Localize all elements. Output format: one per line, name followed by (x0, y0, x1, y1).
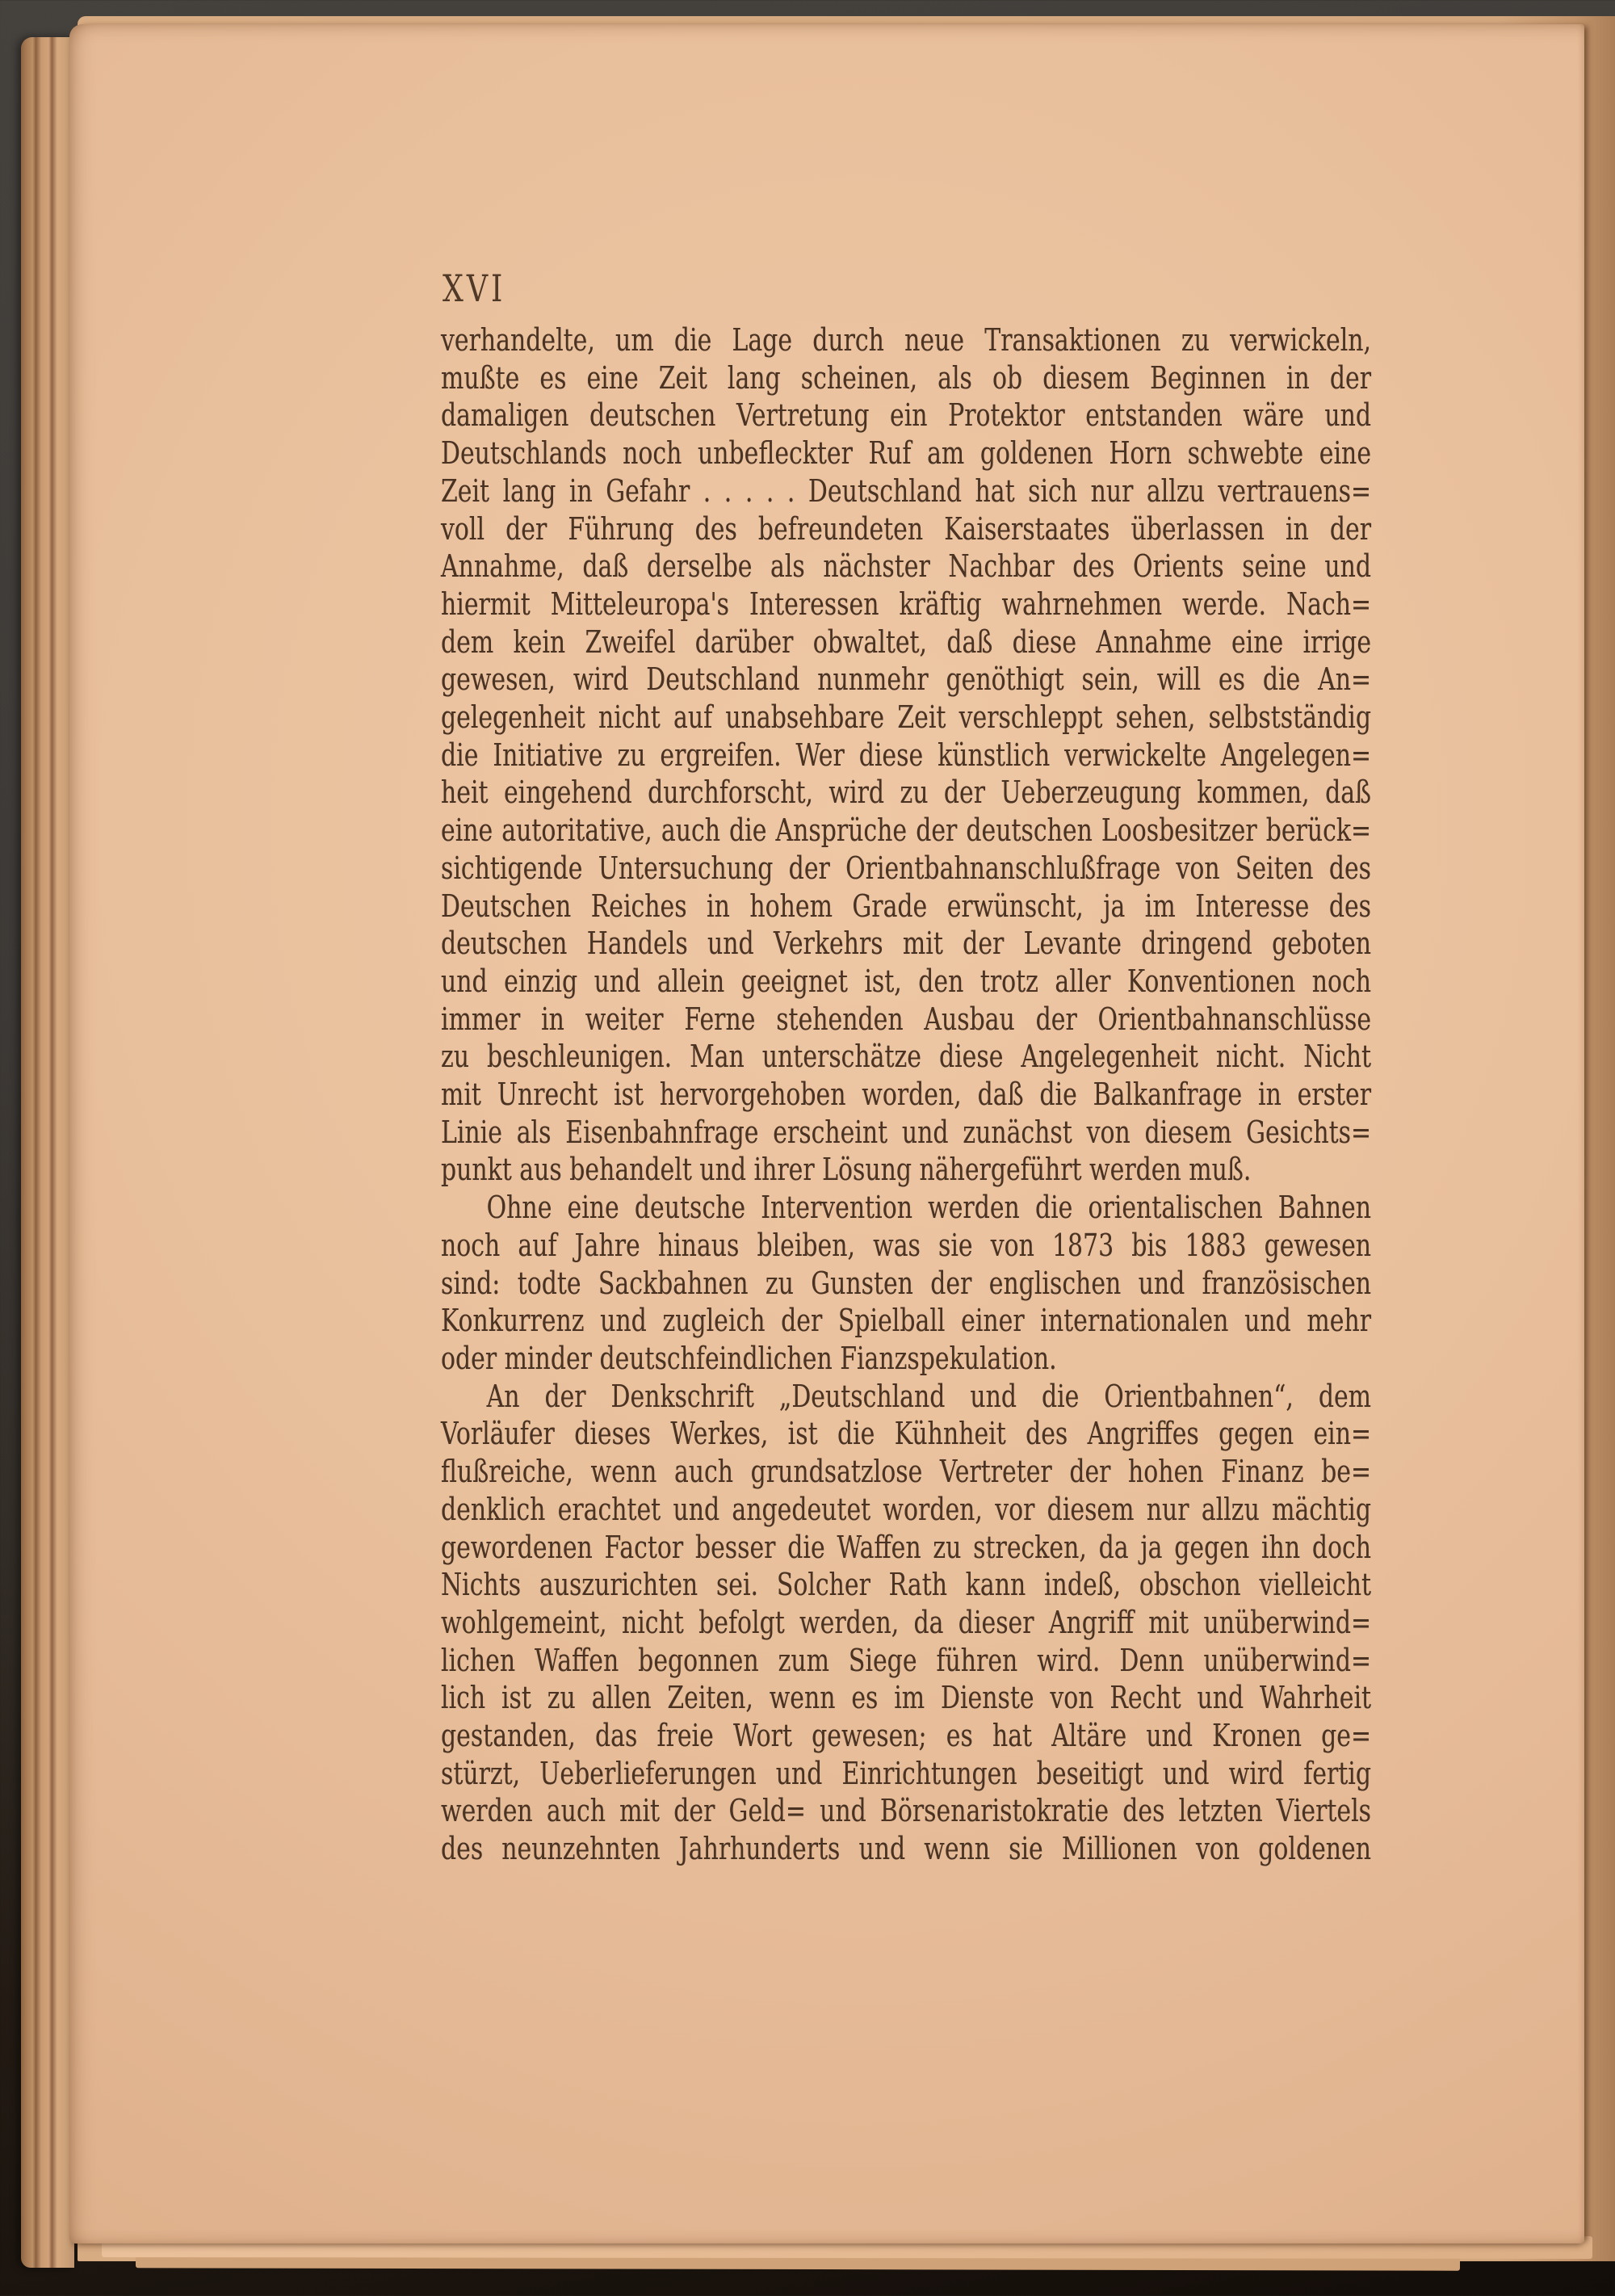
text-line: heit eingehend durchforscht, wird zu der Ueberzeugung kommen, daß (441, 774, 1372, 811)
text-line: An der Denkschrift „Deutschland und die Orientbahnen“, dem (486, 1378, 1372, 1414)
text-line: werden auch mit der Geld= und Börsenaristokratie des letzten Viertels (441, 1793, 1372, 1829)
text-line: des neunzehnten Jahrhunderts und wenn sie Millionen von goldenen (441, 1831, 1372, 1867)
text-line: gewesen, wird Deutschland nunmehr genöthigt sein, will es die An= (441, 661, 1372, 698)
text-line: immer in weiter Ferne stehenden Ausbau der Orientbahnanschlüsse (441, 1001, 1372, 1037)
body-text (441, 321, 1371, 1868)
text-line: gestanden, das freie Wort gewesen; es hat Altäre und Kronen ge= (441, 1718, 1372, 1754)
text-line: eine autoritative, auch die Ansprüche der deutschen Loosbesitzer berück= (441, 812, 1372, 849)
text-line: zu beschleunigen. Man unterschätze diese Angelegenheit nicht. Nicht (441, 1039, 1372, 1075)
text-line: Deutschen Reiches in hohem Grade erwünscht, ja im Interesse des (441, 888, 1372, 924)
text-line: deutschen Handels und Verkehrs mit der Levante dringend geboten (441, 926, 1372, 962)
text-line: Konkurrenz und zugleich der Spielball einer internationalen und mehr (441, 1303, 1372, 1339)
text-line: gewordenen Factor besser die Waffen zu strecken, da ja gegen ihn doch (441, 1529, 1372, 1565)
text-line: Annahme, daß derselbe als nächster Nachbar des Orients seine und (441, 548, 1372, 585)
text-line: Zeit lang in Gefahr . . . . . Deutschland hat sich nur allzu vertrauens= (441, 472, 1372, 509)
text-line: und einzig und allein geeignet ist, den trotz aller Konventionen noch (441, 963, 1372, 999)
text-line: denklich erachtet und angedeutet worden, vor diesem nur allzu mächtig (441, 1491, 1372, 1527)
text-line: Nichts auszurichten sei. Solcher Rath kann indeß, obschon vielleicht (441, 1567, 1372, 1603)
text-line: die Initiative zu ergreifen. Wer diese künstlich verwickelte Angelegen= (441, 737, 1372, 773)
page-stack-left-edges (21, 37, 74, 2268)
text-line: Linie als Eisenbahnfrage erscheint und zunächst von diesem Gesichts= (441, 1114, 1372, 1150)
text-line: sichtigende Untersuchung der Orientbahnanschlußfrage von Seiten des (441, 850, 1372, 886)
text-line: Deutschlands noch unbefleckter Ruf am goldenen Horn schwebte eine (441, 435, 1372, 472)
text-line: verhandelte, um die Lage durch neue Transaktionen zu verwickeln, (441, 322, 1372, 358)
text-line: sind: todte Sackbahnen zu Gunsten der englischen und französischen (441, 1265, 1372, 1301)
text-line: damaligen deutschen Vertretung ein Protektor entstanden wäre und (441, 397, 1372, 434)
text-line: voll der Führung des befreundeten Kaiserstaates überlassen in der (441, 510, 1372, 547)
text-line: stürzt, Ueberlieferungen und Einrichtungen beseitigt und wird fertig (441, 1755, 1372, 1791)
book-page (69, 24, 1584, 2244)
text-line: lichen Waffen begonnen zum Siege führen wird. Denn unüberwind= (441, 1642, 1372, 1678)
text-line: mußte es eine Zeit lang scheinen, als ob diesem Beginnen in der (441, 359, 1372, 396)
text-line: Vorläufer dieses Werkes, ist die Kühnheit des Angriffes gegen ein= (441, 1416, 1372, 1452)
text-line: gelegenheit nicht auf unabsehbare Zeit verschleppt sehen, selbstständig (441, 699, 1372, 736)
page-number: XVI (443, 267, 506, 310)
text-line: lich ist zu allen Zeiten, wenn es im Dienste von Recht und Wahrheit (441, 1680, 1372, 1716)
text-line: flußreiche, wenn auch grundsatzlose Vertreter der hohen Finanz be= (441, 1454, 1372, 1490)
text-line: wohlgemeint, nicht befolgt werden, da dieser Angriff mit unüberwind= (441, 1604, 1372, 1640)
text-line: mit Unrecht ist hervorgehoben worden, daß die Balkanfrage in erster (441, 1077, 1372, 1113)
text-line: hiermit Mitteleuropa's Interessen kräftig wahrnehmen werde. Nach= (441, 586, 1372, 622)
text-line: dem kein Zweifel darüber obwaltet, daß diese Annahme eine irrige (441, 623, 1372, 660)
text-line: noch auf Jahre hinaus bleiben, was sie von 1873 bis 1883 gewesen (441, 1227, 1372, 1263)
text-line: oder minder deutschfeindlichen Fianzspekulation. (441, 1340, 1057, 1376)
text-line: Ohne eine deutsche Intervention werden die orientalischen Bahnen (486, 1190, 1372, 1226)
text-line: punkt aus behandelt und ihrer Lösung nähergeführt werden muß. (441, 1152, 1252, 1188)
